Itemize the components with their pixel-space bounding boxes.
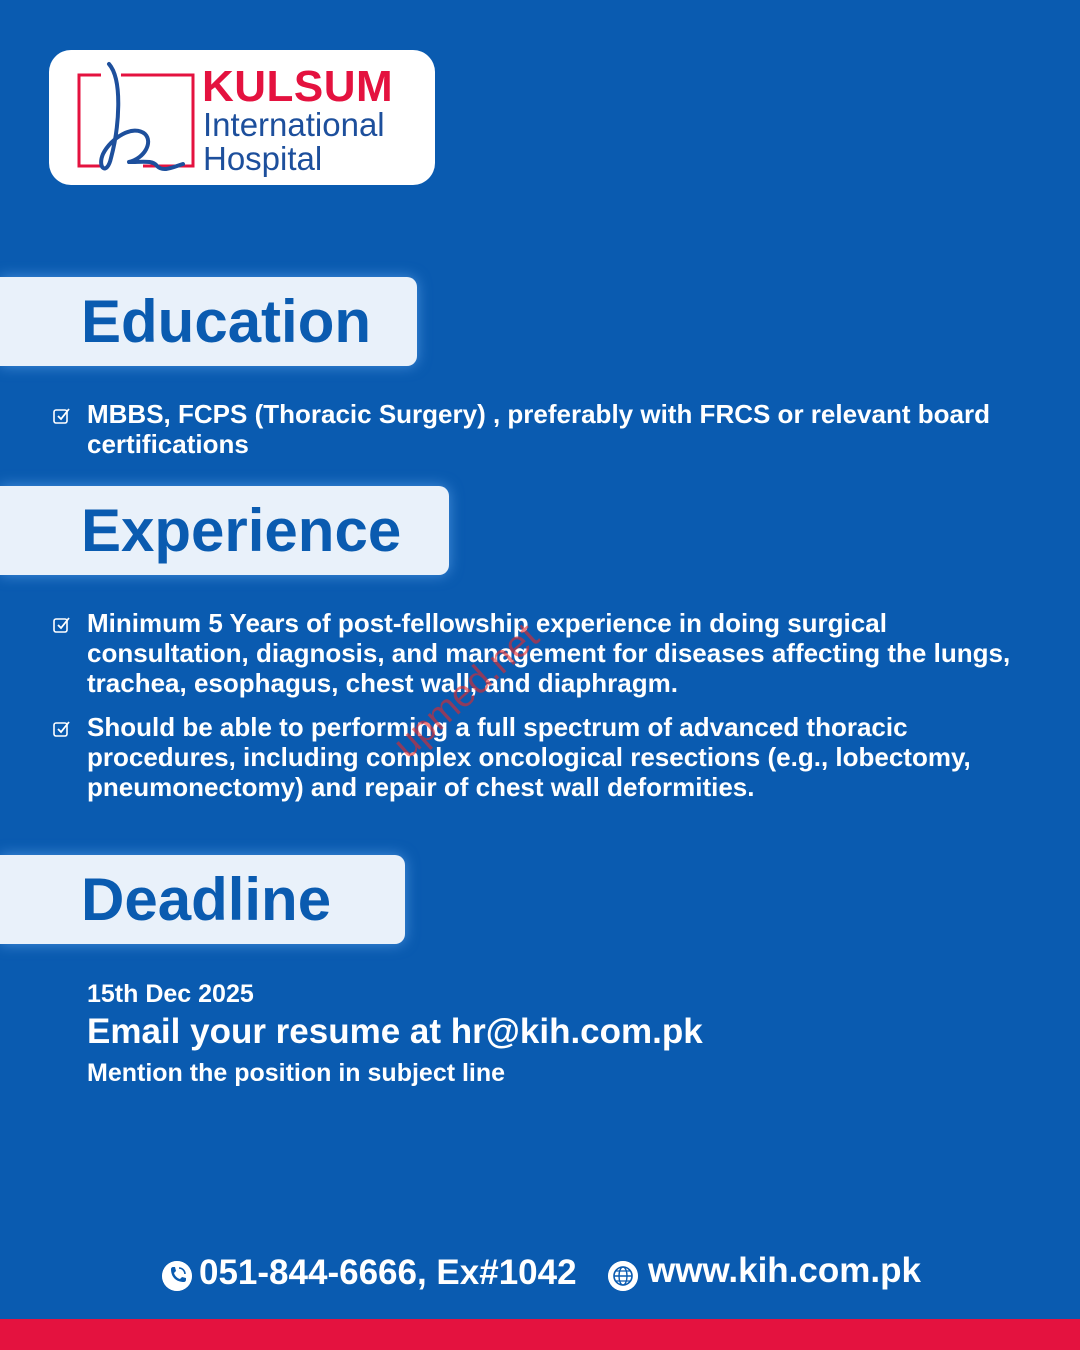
phone-number[interactable]: 051-844-6666, Ex#1042 xyxy=(199,1253,577,1292)
checkbox-icon xyxy=(53,720,71,738)
checkbox-icon xyxy=(53,407,71,425)
subject-line-note: Mention the position in subject line xyxy=(87,1059,506,1087)
logo-line-1: International xyxy=(203,106,385,143)
experience-heading-tab xyxy=(0,486,449,575)
checkbox-icon xyxy=(53,616,71,634)
education-item-text: MBBS, FCPS (Thoracic Surgery) , preferably with FRCS or relevant board certifications xyxy=(87,399,990,459)
experience-heading: Experience xyxy=(81,497,402,564)
globe-icon xyxy=(608,1261,638,1291)
experience-item-text: Minimum 5 Years of post-fellowship experience in doing surgical consultation, diagnosis, and management for diseases affecting the lungs, trachea, esophagus, chest wall, and diaphragm. xyxy=(87,608,1011,698)
email-instruction[interactable]: Email your resume at hr@kih.com.pk xyxy=(87,1012,703,1051)
website-link[interactable]: www.kih.com.pk xyxy=(648,1251,921,1290)
logo-subtitle xyxy=(203,108,385,176)
watermark: upmed.net xyxy=(385,615,548,767)
logo-line-2: Hospital xyxy=(203,140,323,177)
deadline-heading-tab xyxy=(0,855,405,944)
footer-accent-bar xyxy=(0,1319,1080,1350)
education-heading-tab xyxy=(0,277,417,366)
deadline-heading: Deadline xyxy=(81,866,332,933)
phone-icon xyxy=(162,1261,192,1291)
deadline-date: 15th Dec 2025 xyxy=(87,980,254,1008)
hospital-logo xyxy=(49,50,435,185)
education-heading: Education xyxy=(81,288,372,355)
experience-item-text: Should be able to performing a full spectrum of advanced thoracic procedures, including complex oncological resections (e.g., lobectomy, pneumonectomy) and repair of chest wall deformities. xyxy=(87,712,971,802)
logo-name: KULSUM xyxy=(202,62,394,111)
kulsum-logo-mark-icon xyxy=(71,58,216,178)
